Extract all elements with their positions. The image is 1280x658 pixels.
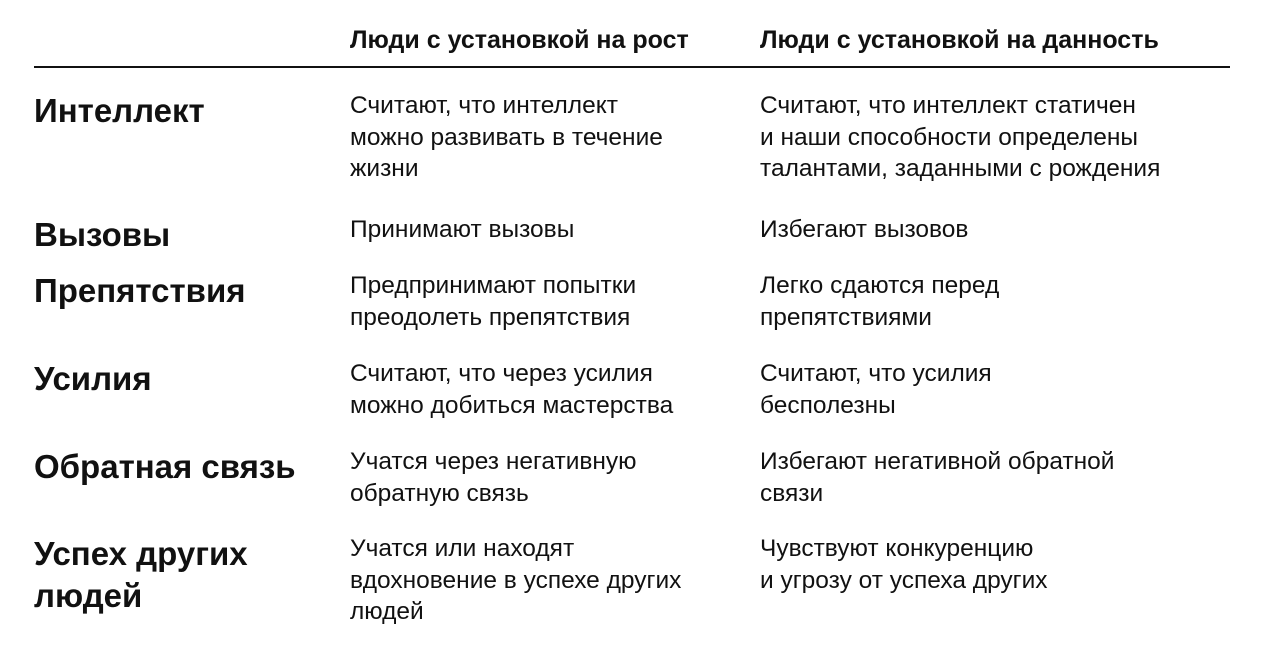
growth-mindset-cell: Считают, что интеллект можно развивать в течение жизни bbox=[350, 92, 663, 182]
growth-mindset-cell: Принимают вызовы bbox=[350, 216, 575, 243]
row-label: Препятствия bbox=[34, 272, 246, 309]
growth-mindset-cell: Считают, что через усилия можно добиться мастерства bbox=[350, 360, 674, 419]
column-header-growth-mindset: Люди с установкой на рост bbox=[350, 26, 689, 54]
fixed-mindset-cell: Легко сдаются перед препятствиями bbox=[760, 272, 1000, 331]
row-label: Вызовы bbox=[34, 216, 171, 253]
fixed-mindset-cell: Избегают вызовов bbox=[760, 216, 969, 243]
fixed-mindset-cell: Избегают негативной обратной связи bbox=[760, 448, 1115, 507]
header-divider bbox=[34, 66, 1230, 68]
fixed-mindset-cell: Чувствуют конкуренцию и угрозу от успеха других bbox=[760, 535, 1048, 594]
row-label: Успех других людей bbox=[34, 535, 248, 614]
mindset-comparison-table bbox=[34, 0, 1230, 658]
fixed-mindset-cell: Считают, что интеллект статичен и наши способности определены талантами, заданными с рождения bbox=[760, 92, 1161, 182]
growth-mindset-cell: Учатся через негативную обратную связь bbox=[350, 448, 637, 507]
row-label: Обратная связь bbox=[34, 448, 296, 485]
fixed-mindset-cell: Считают, что усилия бесполезны bbox=[760, 360, 992, 419]
column-header-fixed-mindset: Люди с установкой на данность bbox=[760, 26, 1159, 54]
row-label: Усилия bbox=[34, 360, 152, 397]
growth-mindset-cell: Учатся или находят вдохновение в успехе других людей bbox=[350, 535, 682, 625]
row-label: Интеллект bbox=[34, 92, 205, 129]
growth-mindset-cell: Предпринимают попытки преодолеть препятствия bbox=[350, 272, 637, 331]
